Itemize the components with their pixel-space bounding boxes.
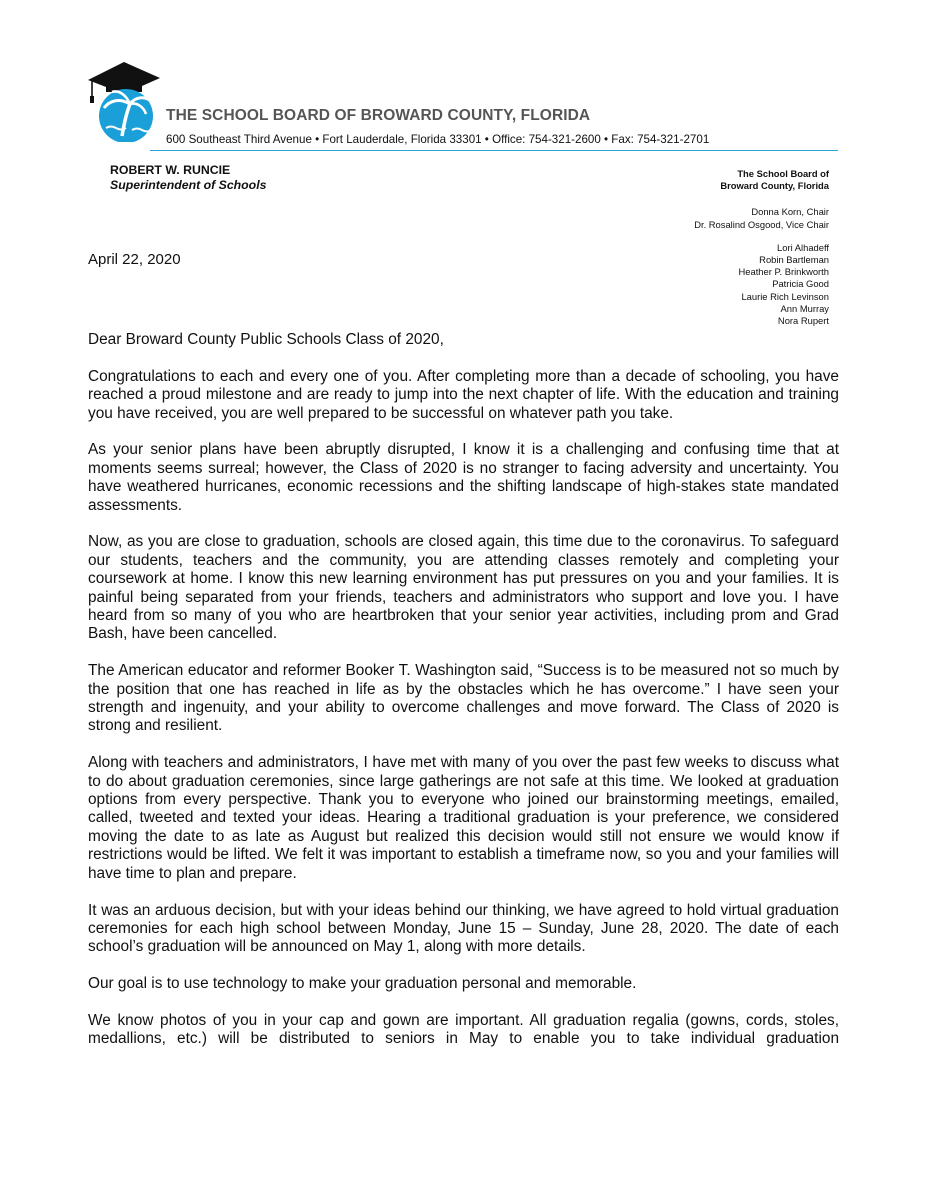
board-member: Nora Rupert bbox=[777, 315, 829, 327]
letter-body bbox=[88, 331, 839, 1067]
letterhead-divider bbox=[150, 150, 838, 151]
board-member: Lori Alhadeff bbox=[777, 241, 829, 253]
superintendent-name: ROBERT W. RUNCIE bbox=[110, 163, 231, 177]
school-board-logo-icon bbox=[86, 58, 166, 142]
paragraph: Now, as you are close to graduation, schools are closed again, this time due to the coronavirus. To safeguard our students, teachers and the community, you are attending classes remotely and completing your coursework at home. I know this new learning environment has put pressures on you and your families. It is painful being separated from your friends, teachers and administrators who support and love you. I have heard from so many of you who are heartbroken that your senior year activities, including prom and Grad Bash, have been cancelled. bbox=[88, 533, 839, 643]
board-member: Ann Murray bbox=[780, 302, 829, 314]
paragraph: Our goal is to use technology to make your graduation personal and memorable. bbox=[88, 975, 637, 993]
letter-date: April 22, 2020 bbox=[88, 251, 181, 268]
paragraph: Along with teachers and administrators, I have met with many of you over the past few weeks to discuss what to do about graduation ceremonies, since large gatherings are not safe at this time. We looked at graduation options from every perspective. Thank you to everyone who joined our brainstorming meetings, emailed, called, tweeted and texted your ideas. Hearing a traditional graduation is your preference, we considered moving the date to as late as August but realized this decision would still not ensure we would know if restrictions would be lifted. We felt it was important to establish a timeframe now, so you and your families will have time to plan and prepare. bbox=[88, 754, 839, 882]
board-vice-chair: Dr. Rosalind Osgood, Vice Chair bbox=[694, 218, 829, 230]
organization-address: 600 Southeast Third Avenue • Fort Lauderdale, Florida 33301 • Office: 754-321-2600 • Fax: 754-321-2701 bbox=[166, 133, 710, 146]
superintendent-title: Superintendent of Schools bbox=[110, 178, 267, 192]
paragraph: We know photos of you in your cap and gown are important. All graduation regalia (gowns, cords, stoles, medallions, etc.) will be distributed to seniors in May to enable you to take individual graduation bbox=[88, 1011, 839, 1048]
paragraph: It was an arduous decision, but with your ideas behind our thinking, we have agreed to hold virtual graduation ceremonies for each high school between Monday, June 15 – Sunday, June 28, 2020. The date of each school’s graduation will be announced on May 1, along with more details. bbox=[88, 901, 839, 956]
board-members-block bbox=[694, 168, 829, 327]
paragraph: Congratulations to each and every one of you. After completing more than a decade of schooling, you have reached a proud milestone and are ready to jump into the next chapter of life. With the education and training you have received, you are well prepared to be successful on whatever path you take. bbox=[88, 367, 839, 422]
board-heading-line1: The School Board of bbox=[737, 168, 829, 179]
superintendent-block bbox=[110, 163, 266, 193]
paragraph: As your senior plans have been abruptly disrupted, I know it is a challenging and confusing time that at moments seems surreal; however, the Class of 2020 is no stranger to facing adversity and uncertainty. You have weathered hurricanes, economic recessions and the shifting landscape of high-stakes state mandated assessments. bbox=[88, 441, 839, 514]
board-member: Patricia Good bbox=[772, 278, 829, 290]
board-chair: Donna Korn, Chair bbox=[751, 206, 829, 218]
board-member: Heather P. Brinkworth bbox=[738, 266, 829, 278]
paragraph: The American educator and reformer Booker T. Washington said, “Success is to be measured not so much by the position that one has reached in life as by the obstacles which he has overcome.” I have seen your strength and ingenuity, and your ability to overcome challenges and move forward. The Class of 2020 is strong and resilient. bbox=[88, 662, 839, 735]
board-heading-line2: Broward County, Florida bbox=[720, 180, 829, 192]
salutation: Dear Broward County Public Schools Class of 2020, bbox=[88, 331, 444, 348]
board-member: Laurie Rich Levinson bbox=[741, 290, 829, 302]
board-member: Robin Bartleman bbox=[759, 254, 829, 266]
organization-name: THE SCHOOL BOARD OF BROWARD COUNTY, FLORIDA bbox=[166, 107, 591, 124]
